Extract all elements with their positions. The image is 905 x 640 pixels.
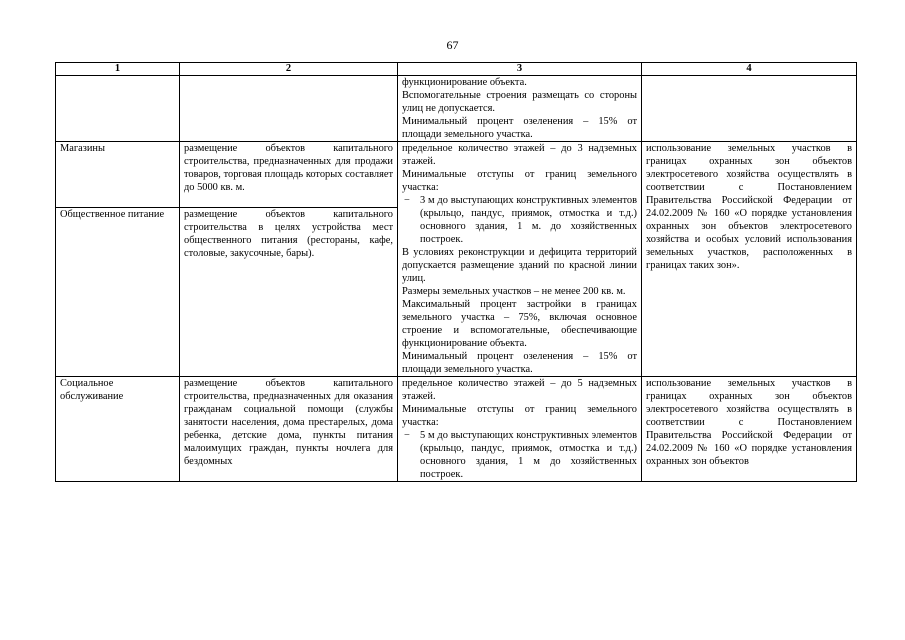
cell-paragraph: предельное количество этажей – до 5 надземных этажей. bbox=[402, 378, 637, 402]
use-description: размещение объектов капитального строительства, предназначенных для продажи товаров, торговая площадь которых составляет до 5000 кв. м. bbox=[184, 143, 393, 193]
table-cell bbox=[56, 76, 180, 142]
use-name: Социальное обслуживание bbox=[60, 378, 124, 402]
list-item: − 5 м до выступающих конструктивных элементов (крыльцо, пандус, приямок, отмостка и т.д.) основного здания, 1 м до хозяйственных построек. bbox=[420, 429, 637, 481]
column-header: 4 bbox=[642, 63, 857, 76]
cell-paragraph: Максимальный процент застройки в границах земельного участка – 75%, включая основное строение и вспомогательные, обеспечивающие функционирование объекта. bbox=[402, 299, 637, 349]
table-cell bbox=[642, 377, 857, 482]
cell-paragraph: Размеры земельных участков – не менее 200 кв. м. bbox=[402, 286, 626, 297]
table-header-row bbox=[56, 63, 857, 76]
table-cell bbox=[398, 142, 642, 377]
use-description: размещение объектов капитального строительства в целях устройства мест общественного питания (рестораны, кафе, столовые, закусочные, бары). bbox=[180, 207, 397, 260]
cell-paragraph: использование земельных участков в границах охранных зон объектов электросетевого хозяйства осуществлять в соответствии с Постановлением Правительства Российской Федерации от 24.02.2009 № 160 «О порядке установления охранных зон объектов электросетевого хозяйства и особых условий использования земельных участков, расположенных в границах таких зон». bbox=[646, 143, 852, 271]
table-row bbox=[56, 377, 857, 482]
column-header: 1 bbox=[56, 63, 180, 76]
table-cell bbox=[398, 76, 642, 142]
table-cell bbox=[642, 142, 857, 377]
column-header: 3 bbox=[398, 63, 642, 76]
column-header: 2 bbox=[180, 63, 398, 76]
dash-list bbox=[402, 194, 637, 246]
table-cell bbox=[398, 377, 642, 482]
list-item: − 3 м до выступающих конструктивных элементов (крыльцо, пандус, приямок, отмостка и т.д.) основного здания, 1 м. до хозяйственных построек. bbox=[420, 194, 637, 246]
use-name: Общественное питание bbox=[56, 207, 179, 221]
cell-paragraph: В условиях реконструкции и дефицита территорий допускается размещение зданий по красной линии улиц. bbox=[402, 247, 637, 284]
cell-paragraph: функционирование объекта. bbox=[402, 77, 527, 88]
cell-paragraph: Минимальный процент озеленения – 15% от площади земельного участка. bbox=[402, 116, 637, 140]
cell-paragraph: Минимальный процент озеленения – 15% от площади земельного участка. bbox=[402, 351, 637, 375]
cell-paragraph: Минимальные отступы от границ земельного участка: bbox=[402, 404, 637, 428]
use-name: Магазины bbox=[60, 143, 105, 154]
table-row bbox=[56, 142, 857, 377]
dash-list bbox=[402, 429, 637, 481]
table-cell bbox=[56, 142, 180, 377]
cell-paragraph: Минимальные отступы от границ земельного участка: bbox=[402, 169, 637, 193]
page-number: 67 bbox=[446, 38, 459, 52]
cell-paragraph: Вспомогательные строения размещать со стороны улиц не допускается. bbox=[402, 90, 637, 114]
table-cell bbox=[180, 142, 398, 377]
table-cell bbox=[56, 377, 180, 482]
cell-paragraph: использование земельных участков в границах охранных зон объектов электросетевого хозяйства осуществлять в соответствии с Постановлением Правительства Российской Федерации от 24.02.2009 № 160 «О порядке установления охранных зон объектов bbox=[646, 378, 852, 467]
cell-paragraph: предельное количество этажей – до 3 надземных этажей. bbox=[402, 143, 637, 167]
table-cell bbox=[180, 76, 398, 142]
regulations-table bbox=[55, 62, 857, 482]
table-cell bbox=[642, 76, 857, 142]
table-cell bbox=[180, 377, 398, 482]
table-row bbox=[56, 76, 857, 142]
use-description: размещение объектов капитального строительства, предназначенных для оказания гражданам социальной помощи (службы занятости населения, дома престарелых, дома ребенка, детские дома, пункты питания малоимущих граждан, пункты ночлега для бездомных bbox=[184, 378, 393, 467]
